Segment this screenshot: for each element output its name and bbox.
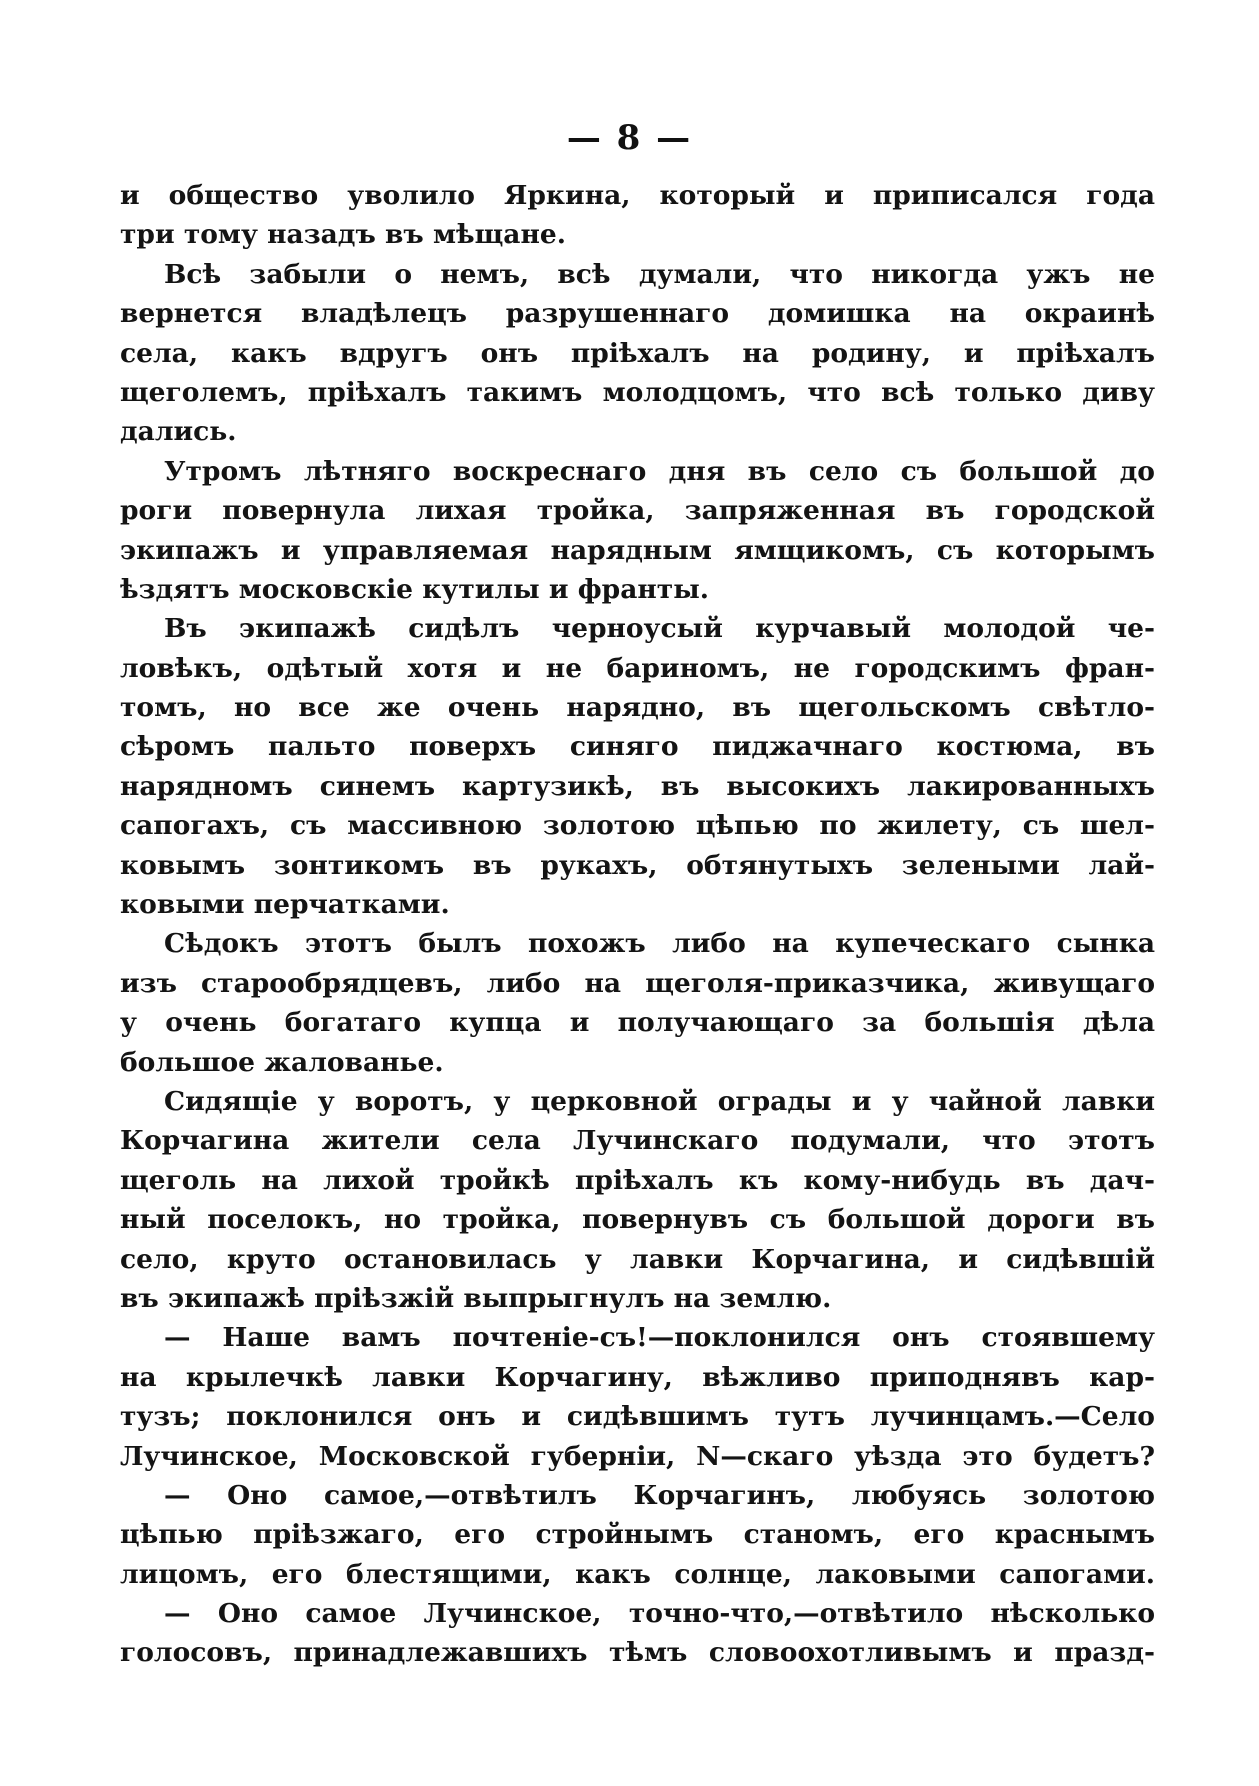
text-line: лицомъ, его блестящими, какъ солнце, лаковыми сапогами. bbox=[120, 1558, 1155, 1590]
text-line: и общество уволило Яркина, который и приписался года bbox=[120, 180, 1155, 211]
text-line: цѣпью пріѣзжаго, его стройнымъ станомъ, его краснымъ bbox=[120, 1519, 1155, 1551]
text-line: ловѣкъ, одѣтый хотя и не бариномъ, не городскимъ фран- bbox=[120, 652, 1155, 684]
page-number: — 8 — bbox=[566, 118, 693, 158]
text-line: Корчагина жители села Лучинскаго подумали, что этотъ bbox=[120, 1125, 1155, 1157]
text-line: Въ экипажѣ сидѣлъ черноусый курчавый молодой че- bbox=[164, 613, 1155, 645]
text-line: сапогахъ, съ массивною золотою цѣпью по жилету, съ шел- bbox=[120, 810, 1155, 842]
text-line: щеголемъ, пріѣхалъ такимъ молодцомъ, что всѣ только диву bbox=[120, 376, 1155, 408]
text-line: роги повернула лихая тройка, запряженная въ городской bbox=[120, 495, 1155, 527]
text-line: Лучинское, Московской губерніи, N—скаго уѣзда это будетъ? bbox=[120, 1440, 1155, 1472]
text-line: у очень богатаго купца и получающаго за большія дѣла bbox=[120, 1007, 1155, 1039]
text-line: щеголь на лихой тройкѣ пріѣхалъ къ кому-нибудь въ дач- bbox=[120, 1164, 1155, 1196]
text-line: — Оно самое Лучинское, точно-что,—отвѣтило нѣсколько bbox=[164, 1598, 1155, 1630]
text-line: Утромъ лѣтняго воскреснаго дня въ село съ большой до bbox=[164, 455, 1155, 487]
text-line: дались. bbox=[120, 416, 237, 448]
text-line: села, какъ вдругъ онъ пріѣхалъ на родину, и пріѣхалъ bbox=[120, 337, 1155, 369]
text-line: ѣздятъ московскіе кутилы и франты. bbox=[120, 573, 709, 605]
text-line: томъ, но все же очень нарядно, въ щегольскомъ свѣтло- bbox=[120, 692, 1155, 724]
text-line: — Наше вамъ почтеніе-съ!—поклонился онъ стоявшему bbox=[164, 1322, 1155, 1354]
text-line: въ экипажѣ пріѣзжій выпрыгнулъ на землю. bbox=[120, 1282, 832, 1314]
text-line: ный поселокъ, но тройка, повернувъ съ большой дороги въ bbox=[120, 1204, 1155, 1236]
text-line: нарядномъ синемъ картузикѣ, въ высокихъ лакированныхъ bbox=[120, 770, 1155, 802]
text-line: экипажъ и управляемая нарядным ямщикомъ, съ которымъ bbox=[120, 534, 1155, 566]
text-line: вернется владѣлецъ разрушеннаго домишка на окраинѣ bbox=[120, 298, 1155, 330]
text-line: Всѣ забыли о немъ, всѣ думали, что никогда ужъ не bbox=[164, 258, 1155, 290]
text-line: Сѣдокъ этотъ былъ похожъ либо на купеческаго сынка bbox=[164, 928, 1155, 960]
text-line: три тому назадъ въ мѣщане. bbox=[120, 219, 566, 251]
text-line: большое жалованье. bbox=[120, 1046, 444, 1078]
text-line: — Оно самое,—отвѣтилъ Корчагинъ, любуясь золотою bbox=[164, 1479, 1155, 1511]
text-line: изъ старообрядцевъ, либо на щеголя-приказчика, живущаго bbox=[120, 967, 1155, 999]
text-line: сѣромъ пальто поверхъ синяго пиджачнаго костюма, въ bbox=[120, 731, 1155, 763]
text-line: голосовъ, принадлежавшихъ тѣмъ словоохотливымъ и празд- bbox=[120, 1637, 1155, 1669]
body-text bbox=[120, 176, 1155, 1673]
text-line: тузъ; поклонился онъ и сидѣвшимъ тутъ лучинцамъ.—Село bbox=[120, 1401, 1155, 1433]
text-line: село, круто остановилась у лавки Корчагина, и сидѣвшій bbox=[120, 1243, 1155, 1275]
text-line: на крылечкѣ лавки Корчагину, вѣжливо приподнявъ кар- bbox=[120, 1361, 1155, 1393]
text-line: ковымъ зонтикомъ въ рукахъ, обтянутыхъ зелеными лай- bbox=[120, 849, 1155, 881]
text-line: ковыми перчатками. bbox=[120, 889, 450, 921]
text-line: Сидящіе у воротъ, у церковной ограды и у чайной лавки bbox=[164, 1085, 1155, 1117]
